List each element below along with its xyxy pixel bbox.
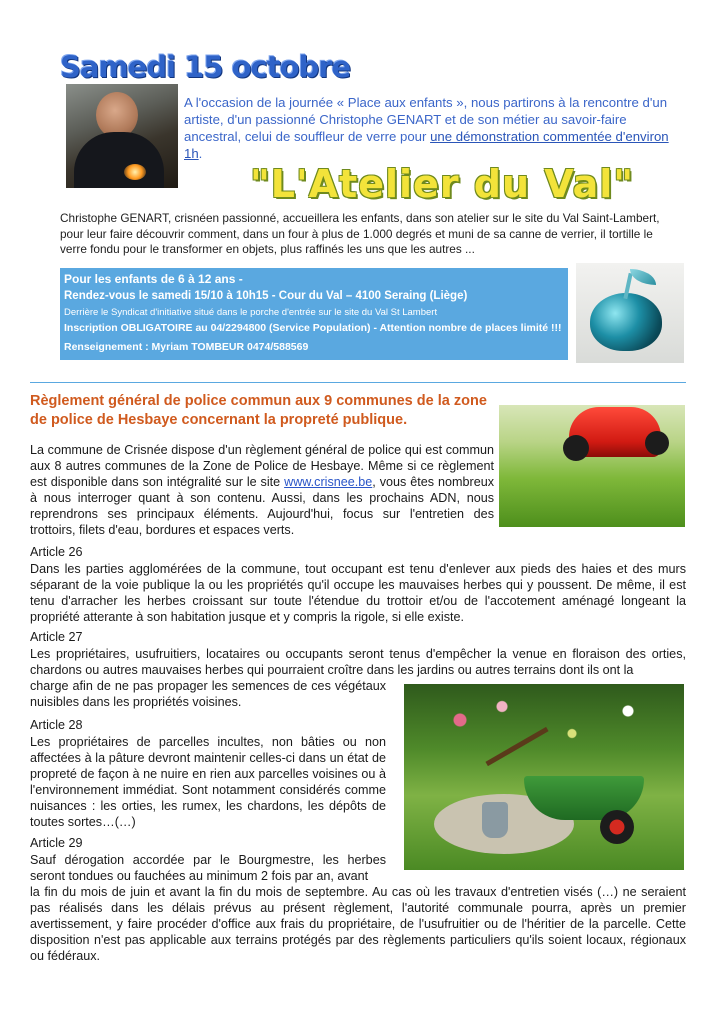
reglement-intro-text-cont: , vous êtes nombreux à nous interroger quant à son contenu. Aussi, dans les prochains ADN, nous reprendrons ses principaux éléments. Aujourd'hui, focus sur l'entretien des trottoirs, filets d'eau, bordures et espaces verts. [30,475,494,537]
info-meeting: Rendez-vous le samedi 15/10 à 10h15 - Cour du Val – 4100 Seraing (Liège) [64,290,468,302]
article-27-title: Article 27 [30,630,83,644]
atelier-description: Christophe GENART, crisnéen passionné, accueillera les enfants, dans son atelier sur le site du Val Saint-Lambert, pour leur faire découvrir comment, dans un four à plus de 1.000 degrés et muni de sa canne de verrier, il tortille le verre fondu pour le transformer en objets, plus raffinés les uns que les autres ... [60,211,660,256]
article-28-text: Les propriétaires de parcelles incultes, non bâties ou non affectées à la pâture devront maintenir celles-ci dans un état de propreté de façon à ne nuire en rien aux parcelles voisines ou à l'environnement immédiat. Sont notamment considérés comme nuisances : les orties, les rumex, les chardons, les dépôts de toutes sortes…(…) [30,735,386,829]
atelier-title: "L'Atelier du Val" [250,162,635,206]
info-registration: Inscription OBLIGATOIRE au 04/2294800 (Service Population) - Attention nombre de places limité !!! [64,322,562,334]
article-28-title: Article 28 [30,718,83,732]
wheelbarrow-wheel [600,810,634,844]
event-date: Samedi 15 octobre [60,50,351,84]
lawnmower-wheel [563,435,589,461]
reglement-intro-text: La commune de Crisnée dispose d'un règlement général de police qui est commun aux 8 autres communes de la Zone de Police de Hesbaye. Même si ce règlement est disponible dans son intégralité sur le site [30,443,494,489]
glassblower-body [74,132,164,188]
article-29-title: Article 29 [30,836,83,850]
spade [482,802,508,838]
glass-apple [590,293,662,351]
glass-apple-photo [576,263,684,363]
reglement-intro [30,442,494,538]
article-27-text: Les propriétaires, usufruitiers, locataires ou occupants seront tenus d'empêcher la venue en floraison des orties, chardons ou autres mauvaises herbes qui pourraient croître dans les jardins ou autres terrains dont ils ont la [30,647,686,677]
crisnee-website-link[interactable]: www.crisnee.be [284,475,373,489]
info-age: Pour les enfants de 6 à 12 ans - [64,272,243,286]
event-info-box [60,268,568,360]
info-location-detail: Derrière le Syndicat d'initiative situé dans le porche d'entrée sur le site du Val St Lambert [64,307,438,318]
article-26-title: Article 26 [30,545,83,559]
molten-glass [124,164,146,180]
demo-link: une démonstration commentée d'environ 1h [184,129,669,161]
lawnmower-photo [499,405,685,527]
garden-wheelbarrow-photo [404,684,684,870]
event-intro-text: A l'occasion de la journée « Place aux enfants », nous partirons à la rencontre d'un artiste, d'un passionné Christophe GENART et de son métier au savoir-faire ancestral, celui de souffleur de verre pour [184,95,668,144]
event-intro-end: . [198,146,203,161]
lawnmower-wheel [645,431,669,455]
article-29-text: Sauf dérogation accordée par le Bourgmestre, les herbes seront tondues ou fauchées au minimum 2 fois par an, avant [30,853,386,883]
event-intro [184,94,678,162]
info-contact: Renseignement : Myriam TOMBEUR 0474/588569 [64,341,309,353]
article-29-text-cont: la fin du mois de juin et avant la fin du mois de septembre. Au cas où les travaux d'entretien visés (…) ne seraient pas réalisés dans les délais prévus au présent règlement, l'autorité communale pourra, après un premier avertissement, y faire procéder d'office aux frais du propriétaire, de l'usufruitier ou de l'héritier de la parcelle. Cette disposition n'est pas applicable aux terrains protégés par des règlements particuliers qu'ils soient locaux, régionaux ou fédéraux. [30,885,686,963]
glass-apple-leaf [630,269,656,285]
reglement-title: Règlement général de police commun aux 9 communes de la zone de police de Hesbaye concernant la propreté publique. [30,393,487,428]
section-divider [30,382,686,383]
glassblower-photo [66,84,178,188]
article-26-text: Dans les parties agglomérées de la commune, tout occupant est tenu d'enlever aux pieds des haies et des murs séparant de la voie publique la ou les propriétés qu'il occupe les mauvaises herbes qui y poussent. De même, il est tenu d'arracher les herbes croissant sur toute l'étendue du trottoir et/ou de l'accotement aménagé longeant la propriété atterante à son habitation jusque et y compris la rigole, si elle existe. [30,562,686,624]
article-27-text-cont: charge afin de ne pas propager les semences de ces végétaux nuisibles dans les propriétés voisines. [30,679,386,709]
